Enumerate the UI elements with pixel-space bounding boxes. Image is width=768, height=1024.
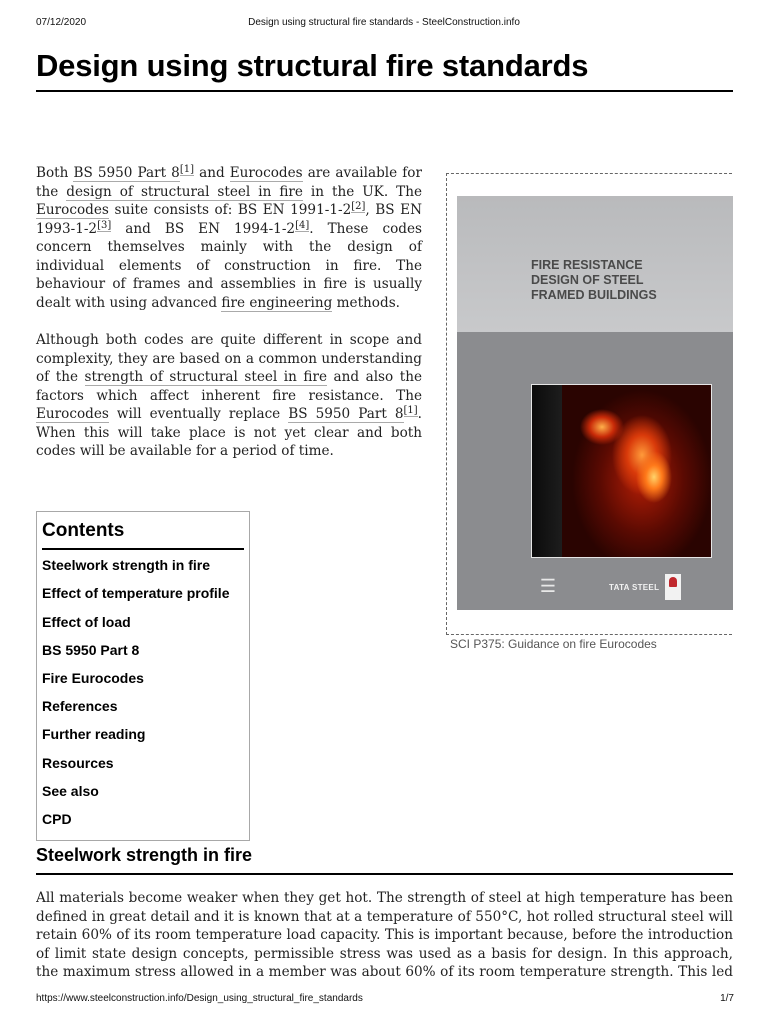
- section-body: All materials become weaker when they get hot. The strength of steel at high temperature has been defined in great detail and it is known that at a temperature of 550°C, hot rolled structural steel will retain 60% of its room temperature load capacity. This is important because, before the introduction of limit state design concepts, permissible stress was used as a basis for design. In this approach, the maximum stress allowed in a member was about 60% of its room temperature strength. This led: [36, 890, 733, 980]
- link-design-structural-steel-fire[interactable]: design of structural steel in fire: [66, 183, 303, 200]
- second-paragraph: Although both codes are quite different in scope and complexity, they are based on a common understanding of the strength of structural steel in fire and also the factors which affect inherent fire resistance. The Eurocodes will eventually replace BS 5950 Part 8[1]. When this will take place is not yet clear and both codes will be available for a period of time.: [36, 332, 422, 459]
- table-of-contents: [36, 511, 250, 841]
- link-bs5950-part8-2[interactable]: BS 5950 Part 8: [288, 406, 404, 422]
- ref-link-1b[interactable]: [1]: [403, 405, 418, 416]
- toc-item[interactable]: BS 5950 Part 8: [42, 642, 140, 658]
- book-cover-image[interactable]: [457, 196, 733, 610]
- toc-item[interactable]: Effect of temperature profile: [42, 585, 230, 601]
- ref-link-4[interactable]: [4]: [295, 219, 310, 231]
- cover-title-line: FIRE RESISTANCE: [531, 258, 643, 272]
- print-header-title: Design using structural fire standards - SteelConstruction.info: [248, 17, 520, 28]
- tata-steel-logo: TATA STEEL: [609, 583, 660, 592]
- cover-title: [531, 258, 731, 303]
- sci-logo-icon: ☰: [539, 576, 557, 596]
- toc-item[interactable]: References: [42, 698, 118, 714]
- link-eurocodes-3[interactable]: Eurocodes: [36, 406, 109, 422]
- toc-item[interactable]: Effect of load: [42, 614, 131, 630]
- building-silhouette: [532, 385, 562, 557]
- link-fire-engineering[interactable]: fire engineering: [221, 294, 333, 311]
- toc-item[interactable]: Fire Eurocodes: [42, 670, 144, 686]
- link-strength-structural-steel-fire[interactable]: strength of structural steel in fire: [84, 369, 328, 385]
- burning-building-photo: [531, 384, 712, 558]
- print-footer-url: https://www.steelconstruction.info/Design_using_structural_fire_standards: [36, 993, 363, 1004]
- toc-title: Contents: [42, 520, 244, 550]
- toc-item[interactable]: Resources: [42, 755, 114, 771]
- print-page-number: 1/7: [720, 993, 734, 1004]
- section-heading: Steelwork strength in fire: [36, 845, 733, 875]
- ref-link-3[interactable]: [3]: [97, 219, 112, 231]
- page-title: Design using structural fire standards: [36, 48, 733, 92]
- intro-paragraph: Both BS 5950 Part 8[1] and Eurocodes are available for the design of structural steel in fire in the UK. The Eurocodes suite consists of: BS EN 1991-1-2[2], BS EN 1993-1-2[3] and BS EN 1994-1-2[4]. These codes concern themselves mainly with the design of individual elements of construction in fire. The behaviour of frames and assemblies in fire is usually dealt with using advanced fire engineering methods.: [36, 164, 423, 311]
- link-eurocodes[interactable]: Eurocodes: [229, 165, 303, 181]
- cover-logos: [535, 574, 735, 604]
- ref-link-1[interactable]: [1]: [179, 164, 195, 175]
- toc-item[interactable]: Steelwork strength in fire: [42, 557, 211, 573]
- cover-title-line: FRAMED BUILDINGS: [531, 288, 657, 302]
- toc-item[interactable]: See also: [42, 783, 99, 799]
- figure-caption: SCI P375: Guidance on fire Eurocodes: [450, 637, 657, 651]
- print-date: 07/12/2020: [36, 17, 87, 28]
- ref-link-2[interactable]: [2]: [351, 201, 366, 212]
- bcsa-logo-icon: [665, 574, 681, 600]
- cover-title-line: DESIGN OF STEEL: [531, 273, 644, 287]
- link-bs5950-part8[interactable]: BS 5950 Part 8: [73, 165, 180, 181]
- toc-item[interactable]: Further reading: [42, 726, 146, 742]
- link-eurocodes-2[interactable]: Eurocodes: [36, 202, 109, 218]
- toc-item[interactable]: CPD: [42, 811, 72, 827]
